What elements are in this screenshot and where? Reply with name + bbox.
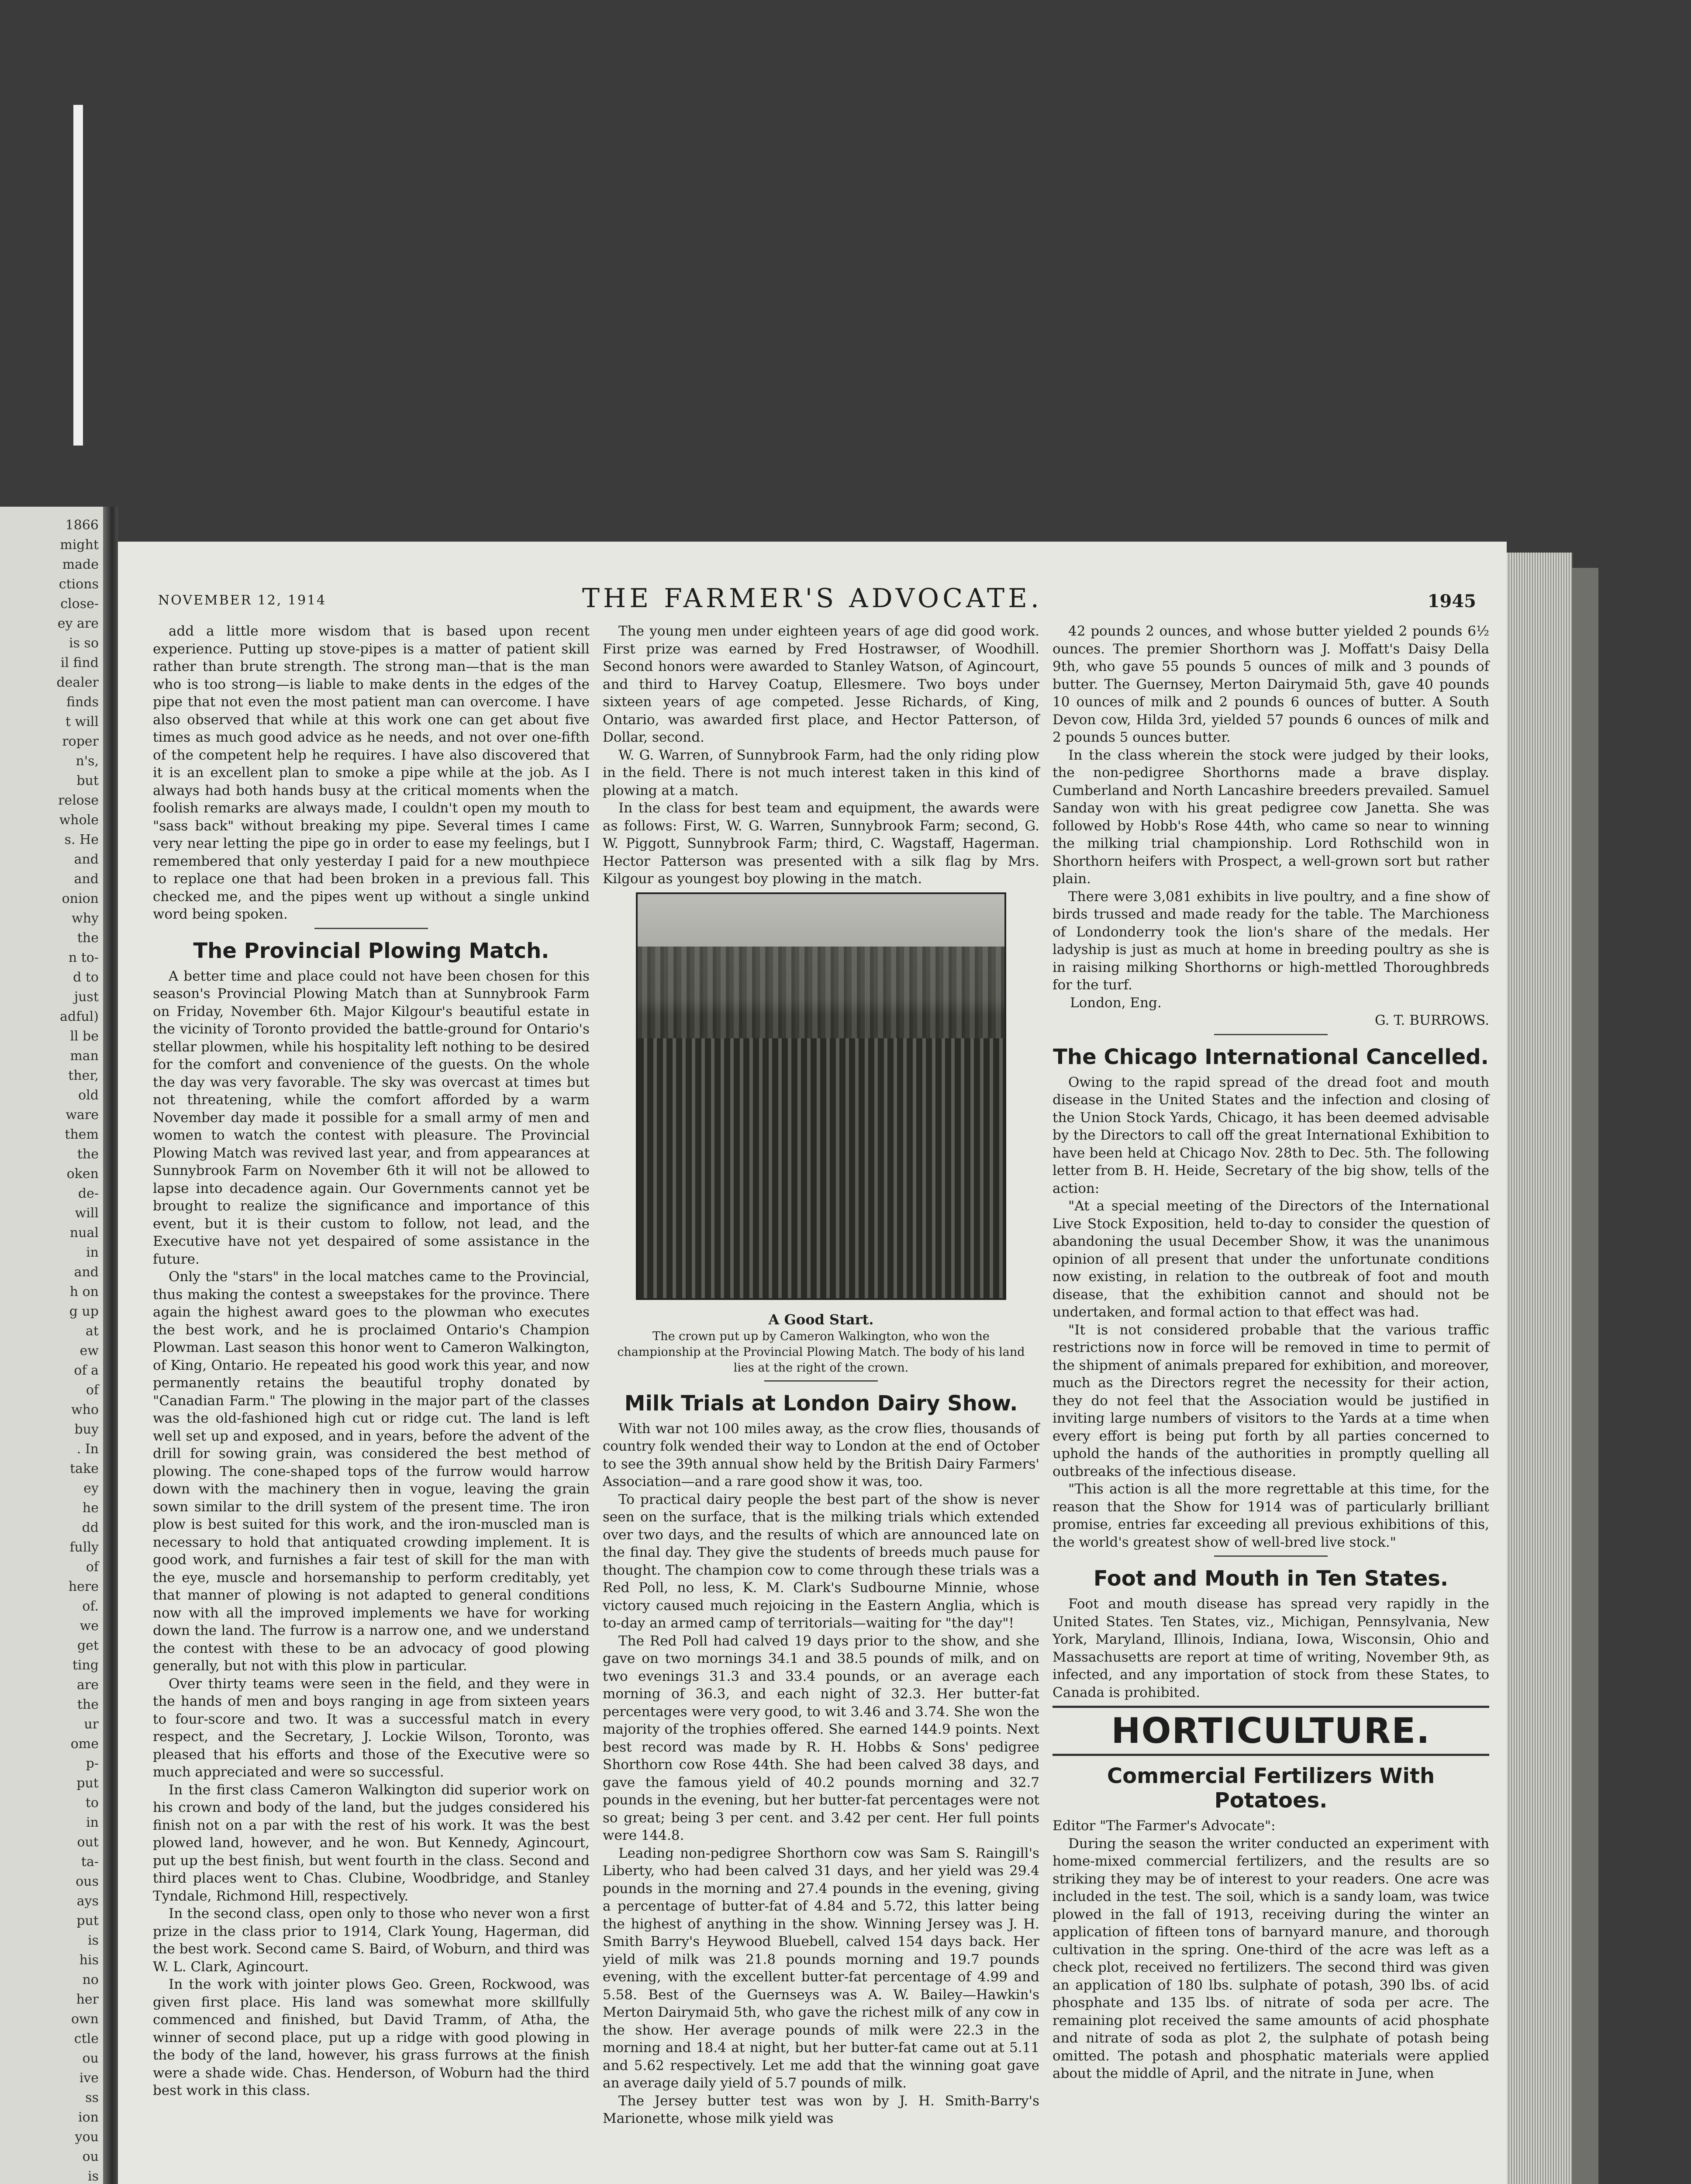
previous-page-text-fragment: put: [76, 1913, 99, 1928]
page-number: 1945: [1427, 591, 1476, 612]
previous-page-text-fragment: made: [62, 557, 99, 572]
article-paragraph: "At a special meeting of the Directors of the International Live Stock Exposition, held to-day to consider the question of abandoning the usual December Show, it was the unanimous opinion of all present that under the unfortunate conditions now existing, in relation to the outbreak of foot and mouth disease, that the exhibition cannot and should not be undertaken, and formal action to that effect was had.: [1053, 1198, 1489, 1320]
previous-page-text-fragment: g up: [69, 1304, 99, 1319]
photo-title: A Good Start.: [768, 1311, 874, 1328]
previous-page-text-fragment: here: [68, 1579, 99, 1594]
foot-mouth-title: Foot and Mouth in Ten States.: [1093, 1566, 1449, 1591]
previous-page-text-fragment: fully: [69, 1540, 99, 1555]
article-paragraph: Over thirty teams were seen in the field, and they were in the hands of men and boys ranging in age from sixteen years to four-score and two. It was a successful match in every respect, and the Secretary, J. Lockie Wilson, Toronto, was pleased that his efforts and those of the Executive were so much appreciated and were so successful.: [153, 1676, 590, 1780]
article-paragraph: 42 pounds 2 ounces, and whose butter yielded 2 pounds 6½ ounces. The premier Shorthorn was J. Moffatt's Daisy Della 9th, who gave 55 pounds 5 ounces of milk and 3 pounds of butter. The Guernsey, Merton Dairymaid 5th, gave 40 pounds 10 ounces of milk and 2 pounds 6 ounces of butter. A South Devon cow, Hilda 3rd, yielded 57 pounds 6 ounces of milk and 2 pounds 5 ounces butter.: [1053, 623, 1489, 745]
previous-page-text-fragment: own: [71, 2011, 99, 2027]
previous-page-text-fragment: he: [82, 1500, 99, 1516]
article-paragraph: A better time and place could not have been chosen for this season's Provincial Plowing Match than at Sunnybrook Farm on Friday, November 6th. Major Kilgour's beautiful estate in the vicinity of Toronto provided the battle-ground for Ontario's stellar plowmen, while his hospitality left nothing to be desired for the comfort and convenience of the guests. On the whole the day was very favorable. The sky was overcast at times but not threatening, while the comfort afforded by a warm November day made it possible for a small army of men and women to watch the contest with pleasure. The Provincial Plowing Match was revived last year, and from appearances at Sunnybrook Farm on November 6th it will not be allowed to lapse into decadence again. Our Governments cannot yet be brought to realize the significance and importance of this event, but it is their custom to follow, not lead, and the Executive have not yet despaired of some assistance in the future.: [153, 968, 590, 1267]
previous-page-text-fragment: ther,: [68, 1068, 99, 1083]
previous-page-text-fragment: p-: [86, 1756, 99, 1771]
previous-page-text-fragment: ey are: [57, 616, 99, 631]
article-paragraph: add a little more wisdom that is based upon recent experience. Putting up stove-pipes is a matter of patient skill rather than brute strength. The strong man—that is the man who is too strong—is liable to make dents in the edges of the pipe that not even the most patient man can overcome. I have also observed that while at this work one can get about five times as much good advice as he needs, and not over one-fifth of the competent help he requires. I have also discovered that it is an excellent plan to smoke a pipe while at the job. As I always had both hands busy at the critical moments when the foolish remarks are always made, I couldn't open my mouth to "sass back" without breaking my pipe. Several times I came very near letting the pipe go in order to ease my feelings, but I remembered that only yesterday I paid for a new mouthpiece to replace one that had been broken in a previous fall. This checked me, and the pipes went up without a single unkind word being spoken.: [153, 623, 590, 922]
previous-page-text-fragment: n's,: [76, 753, 99, 769]
previous-page-text-fragment: we: [79, 1618, 99, 1634]
previous-page-text-fragment: ting: [72, 1658, 99, 1673]
photo-caption: The crown put up by Cameron Walkington, who won the championship at the Provincial Plowing Match. The body of his land lies at the right of the crown.: [617, 1329, 1025, 1375]
book-gutter: [103, 507, 118, 2184]
previous-page-text-fragment: finds: [66, 695, 99, 710]
previous-page-text-fragment: are: [77, 1677, 99, 1693]
article-paragraph: In the second class, open only to those who never won a first prize in the class prior to 1914, Clark Young, Hagerman, did the best work. Second came S. Baird, of Woburn, and third was W. L. Clark, Agincourt.: [153, 1906, 590, 1975]
previous-page-text-fragment: buy: [74, 1422, 99, 1437]
previous-page-text-fragment: might: [60, 537, 99, 553]
previous-page-text-fragment: no: [82, 1972, 99, 1987]
previous-page-text-fragment: of: [86, 1382, 99, 1398]
page-header: [118, 583, 1507, 622]
previous-page-text-fragment: who: [71, 1402, 99, 1417]
column-1: [153, 622, 590, 2100]
previous-page-text-fragment: dd: [82, 1520, 99, 1535]
previous-page-text-fragment: ays: [76, 1894, 99, 1909]
page-stack-edges: [1507, 553, 1572, 2184]
article-paragraph: With war not 100 miles away, as the crow flies, thousands of country folk wended their way to London at the end of October to see the 39th annual show held by the British Dairy Farmers' Association—and a rare good show it was, too.: [603, 1420, 1039, 1489]
horticulture-section-title: HORTICULTURE.: [1053, 1706, 1489, 1756]
previous-page-text-fragment: nual: [69, 1225, 99, 1241]
scanner-clip-top: [73, 105, 83, 446]
previous-page-text-fragment: them: [65, 1127, 99, 1142]
previous-page-text-fragment: is: [88, 1933, 99, 1948]
article-paragraph: Foot and mouth disease has spread very rapidly in the United States. Ten States, viz., Michigan, Pennsylvania, New York, Maryland, Illinois, Indiana, Iowa, Wisconsin, Ohio and Massachusetts are report at time of writing, November 9th, as infected, and any importation of stock from these States, to Canada is prohibited.: [1053, 1596, 1489, 1700]
article-paragraph: The young men under eighteen years of age did good work. First prize was earned by Fred Hostrawser, of Woodhill. Second honors were awarded to Stanley Watson, of Agincourt, and third to Harvey Coatup, Ellesmere. Two boys under sixteen years of age competed. Jesse Richards, of King, Ontario, was awarded first place, and Hector Patterson, of Dollar, second.: [603, 623, 1039, 745]
masthead-title: THE FARMER'S ADVOCATE.: [582, 583, 1042, 614]
previous-page-text-fragment: his: [79, 1952, 99, 1968]
milk-trials-title: Milk Trials at London Dairy Show.: [624, 1391, 1018, 1416]
author-signature: G. T. BURROWS.: [1374, 1013, 1489, 1028]
previous-page-text-fragment: ion: [78, 2110, 99, 2125]
previous-page-text-fragment: ey: [83, 1481, 99, 1496]
previous-page-text-fragment: 1866: [65, 518, 99, 533]
divider: [1214, 1034, 1328, 1035]
dateline: London, Eng.: [1070, 995, 1162, 1011]
article-paragraph: In the first class Cameron Walkington did superior work on his crown and body of the land, but the judges considered his finish not on a par with the rest of his work. It was the best plowed land, however, and he won. But Kennedy, Agincourt, put up the best finish, but went fourth in the class. Second and third places went to Chas. Clubine, Woodbridge, and Stanley Tyndale, Richmond Hill, respectively.: [153, 1782, 590, 1904]
previous-page-text-fragment: ware: [66, 1107, 99, 1123]
previous-page-text-fragment: take: [70, 1461, 99, 1476]
previous-page-text-fragment: just: [74, 989, 99, 1005]
chicago-title: The Chicago International Cancelled.: [1053, 1044, 1489, 1069]
article-paragraph: Only the "stars" in the local matches came to the Provincial, thus making the contest a sweepstakes for the province. There again the highest award goes to the plowman who executes the best work, and he is proclaimed Ontario's Champion Plowman. Last season this honor went to Cameron Walkington, of King, Ontario. He repeated his good work this year, and now permanently retains the beautiful trophy donated by "Canadian Farm." The plowing in the major part of the classes was the old-fashioned high cut or ridge cut. The land is left well set up and exposed, and in years, before the advent of the drill for sowing grain, was considered the best method of plowing. The cone-shaped tops of the furrow would harrow down with the machinery then in vogue, leaving the grain sown similar to the drill system of the present time. The iron plow is best suited for this work, and the iron-muscled man is necessary to hold that antiquated crowding implement. It is good work, and furnishes a fair test of skill for the man with the eye, muscle and horsemanship to perform creditably, yet that manner of plowing is not adapted to general conditions now with all the improved implements we have for working down the land. The furrow is a narrow one, and we understand the contest with these to be an advocacy of good plowing generally, but not with this plow in particular.: [153, 1269, 590, 1674]
previous-page-text-fragment: dealer: [56, 675, 99, 690]
plowed-field-photo: [636, 892, 1006, 1300]
previous-page-text-fragment: of a: [74, 1363, 99, 1378]
previous-page-text-fragment: ou: [82, 2051, 99, 2066]
newspaper-page: [118, 542, 1507, 2184]
previous-page-text-fragment: n to-: [68, 950, 99, 965]
treeline: [638, 947, 1004, 1043]
previous-page-text-fragment: but: [76, 773, 99, 788]
editor-salutation: Editor "The Farmer's Advocate":: [1053, 1818, 1276, 1834]
divider: [314, 928, 428, 929]
divider: [1214, 1555, 1328, 1557]
article-paragraph: The Jersey butter test was won by J. H. Smith-Barry's Marionette, whose milk yield was: [603, 2093, 1039, 2126]
previous-page-text-fragment: in: [86, 1815, 99, 1830]
previous-page-text-fragment: onion: [62, 891, 99, 906]
article-paragraph: W. G. Warren, of Sunnybrook Farm, had the only riding plow in the field. There is not much interest taken in this kind of plowing at a match.: [603, 747, 1039, 798]
previous-page-text-fragment: s. He: [64, 832, 99, 847]
previous-page-text-fragment: the: [77, 930, 99, 946]
previous-page-text-fragment: and: [74, 852, 99, 867]
article-paragraph: The Red Poll had calved 19 days prior to the show, and she gave on two mornings 34.1 and 38.5 pounds of milk, and on two evenings 31.3 and 33.4 pounds, or an average each morning of 36.3, and each night of 32.3. Her butter-fat percentages were very good, to wit 3.46 and 3.74. She won the majority of the trophies offered. She earned 144.9 points. Next best record was made by R. H. Hobbs & Sons' pedigree Shorthorn cow Rose 44th. She had been calved 38 days, and gave the famous yield of 40.2 pounds morning and 32.7 pounds in the evening, but her butter-fat percentages were not so great; being 3 per cent. and 3.42 per cent. Her full points were 144.8.: [603, 1633, 1039, 1843]
previous-page-text-fragment: ctions: [59, 577, 99, 592]
previous-page-text-fragment: in: [86, 1245, 99, 1260]
divider: [764, 1380, 878, 1382]
book-cover-edge: [1572, 568, 1598, 2184]
article-paragraph: During the season the writer conducted an experiment with home-mixed commercial fertilizers, and the results are so striking they may be of interest to your readers. One acre was included in the test. The soil, which is a sandy loam, was twice plowed in the fall of 1913, receiving during the winter an application of fifteen tons of barnyard manure, and thorough cultivation in the spring. One-third of the acre was left as a check plot, received no fertilizers. The second third was given an application of 180 lbs. sulphate of potash, 390 lbs. of acid phosphate and 135 lbs. of nitrate of soda per acre. The remaining plot received the same amounts of acid phosphate and nitrate of soda as plot 2, the sulphate of potash being omitted. The potash and phosphatic materials were applied about the middle of April, and the nitrate in June, when: [1053, 1835, 1489, 2081]
previous-page-text-fragment: you: [75, 2129, 99, 2145]
previous-page-text-fragment: ou: [82, 2149, 99, 2164]
article-paragraph: "It is not considered probable that the various traffic restrictions now in force will be removed in time to permit of the shipment of animals prepared for exhibition, and moreover, much as the Directors regret the necessity for their action, they do not feel that the Association would be justified in inviting large numbers of visitors to the Yards at a time when every effort is being put forth by all parties concerned to uphold the hands of the authorities in promptly quelling all outbreaks of the infectious disease.: [1053, 1322, 1489, 1479]
previous-page-text-fragment: d to: [73, 970, 99, 985]
previous-page-edge: [0, 507, 103, 2184]
previous-page-text-fragment: oken: [66, 1166, 99, 1182]
previous-page-text-fragment: il find: [60, 655, 99, 670]
previous-page-text-fragment: will: [75, 1206, 99, 1221]
previous-page-text-fragment: is so: [69, 636, 99, 651]
previous-page-text-fragment: at: [86, 1324, 99, 1339]
previous-page-text-fragment: whole: [59, 812, 99, 828]
article-paragraph: Owing to the rapid spread of the dread foot and mouth disease in the United States and the infection and closing of the Union Stock Yards, Chicago, it has been deemed advisable by the Directors to call off the great International Exhibition to have been held at Chicago Nov. 28th to Dec. 5th. The following letter from B. H. Heide, Secretary of the big show, tells of the action:: [1053, 1074, 1489, 1196]
previous-page-text-fragment: ome: [70, 1736, 99, 1752]
previous-page-text-fragment: the: [77, 1147, 99, 1162]
previous-page-text-fragment: adful): [60, 1009, 99, 1024]
issue-date: NOVEMBER 12, 1914: [158, 593, 327, 608]
previous-page-text-fragment: de-: [78, 1186, 99, 1201]
previous-page-text-fragment: of.: [82, 1599, 99, 1614]
previous-page-text-fragment: t will: [65, 714, 99, 729]
fertilizers-title: Commercial Fertilizers With Potatoes.: [1107, 1764, 1435, 1813]
previous-page-text-fragment: the: [77, 1697, 99, 1712]
previous-page-text-fragment: ta-: [81, 1854, 99, 1870]
previous-page-text-fragment: and: [74, 871, 99, 887]
previous-page-text-fragment: ew: [79, 1343, 99, 1358]
previous-page-text-fragment: is: [88, 2169, 99, 2184]
previous-page-text-fragment: her: [76, 1992, 99, 2007]
previous-page-text-fragment: get: [77, 1638, 99, 1653]
previous-page-text-fragment: man: [70, 1048, 99, 1064]
column-3: [1053, 622, 1489, 2083]
previous-page-text-fragment: close-: [60, 596, 99, 612]
previous-page-text-fragment: of: [86, 1559, 99, 1575]
article-paragraph: "This action is all the more regrettable at this time, for the reason that the Show for 1914 was of particularly brilliant promise, entries far exceeding all previous exhibitions of this, the world's greatest show of well-bred live stock.": [1053, 1481, 1489, 1550]
previous-page-text-fragment: to: [85, 1795, 99, 1811]
previous-page-text-fragment: relose: [58, 793, 99, 808]
furrows: [638, 1038, 1004, 1298]
article-paragraph: Leading non-pedigree Shorthorn cow was Sam S. Raingill's Liberty, who had been calved 31 days, and her yield was 29.4 pounds in the morning and 27.4 pounds in the evening, giving a percentage of butter-fat of 4.84 and 5.72, this latter being the highest of anything in the show. Winning Jersey was J. H. Smith Barry's Heywood Bluebell, calved 154 days back. Her yield of milk was 21.8 pounds morning and 19.7 pounds evening, with the excellent butter-fat percentage of 4.99 and 5.58. Best of the Guernseys was A. W. Bailey—Hawkin's Merton Dairymaid 5th, who gave the richest milk of any cow in the show. Her average pounds of milk were 22.3 in the morning and 18.4 at night, but her butter-fat came out at 5.11 and 5.62 respectively. Let me add that the winning goat gave an average daily yield of 5.7 pounds of milk.: [603, 1845, 1039, 2091]
article-paragraph: In the class for best team and equipment, the awards were as follows: First, W. G. Warren, Sunnybrook Farm; second, G. W. Piggott, Sunnybrook Farm; third, C. Wagstaff, Hagerman. Hector Patterson was presented with a silk flag by Mrs. Kilgour as youngest boy plowing in the match.: [603, 800, 1039, 887]
previous-page-text-fragment: out: [77, 1835, 99, 1850]
previous-page-text-fragment: ous: [76, 1874, 99, 1889]
previous-page-text-fragment: why: [72, 911, 99, 926]
article-paragraph: In the work with jointer plows Geo. Green, Rockwood, was given first place. His land was somewhat more skillfully commenced and finished, but David Tramm, of Atha, the winner of second place, put up a ridge with good plowing in the body of the land, however, his grass furrows at the finish were a shade wide. Chas. Henderson, of Woburn had the third best work in this class.: [153, 1977, 590, 2098]
previous-page-text-fragment: ur: [84, 1717, 99, 1732]
previous-page-text-fragment: h on: [69, 1284, 99, 1299]
article-paragraph: In the class wherein the stock were judged by their looks, the non-pedigree Shorthorns made a brave display. Cumberland and North Lancashire breeders prevailed. Samuel Sanday won with his great pedigree cow Janetta. She was followed by Hobb's Rose 44th, who came so near to winning the milking trial championship. Lord Rothschild won in Shorthorn heifers with Prospect, a well-grown sort but rather plain.: [1053, 747, 1489, 887]
article-paragraph: To practical dairy people the best part of the show is never seen on the surface, that is the milking trials which extended over two days, and the results of which are announced late on the final day. They give the students of breeds much pause for thought. The champion cow to come through these trials was a Red Poll, no less, K. M. Clark's Sudbourne Minnie, whose victory caused much rejoicing in the Eastern Anglia, which is to-day an armed camp of territorials—waiting for "the day"!: [603, 1491, 1039, 1631]
previous-page-text-fragment: ll be: [70, 1029, 99, 1044]
previous-page-text-fragment: and: [74, 1265, 99, 1280]
previous-page-text-fragment: ive: [79, 2070, 99, 2086]
plowing-match-title: The Provincial Plowing Match.: [193, 938, 549, 963]
previous-page-text-fragment: . In: [76, 1441, 99, 1457]
previous-page-text-fragment: old: [78, 1088, 99, 1103]
previous-page-text-fragment: ss: [85, 2090, 99, 2105]
column-2: [603, 622, 1039, 2128]
previous-page-text-fragment: ctle: [74, 2031, 99, 2046]
article-paragraph: There were 3,081 exhibits in live poultry, and a fine show of birds trussed and made ready for the table. The Marchioness of Londonderry took the lion's share of the medals. Her ladyship is just as much at home in breeding poultry as she is in raising milking Shorthorns or high-mettled Thoroughbreds for the turf.: [1053, 888, 1489, 993]
previous-page-text-fragment: roper: [62, 734, 99, 749]
previous-page-text-fragment: put: [76, 1776, 99, 1791]
